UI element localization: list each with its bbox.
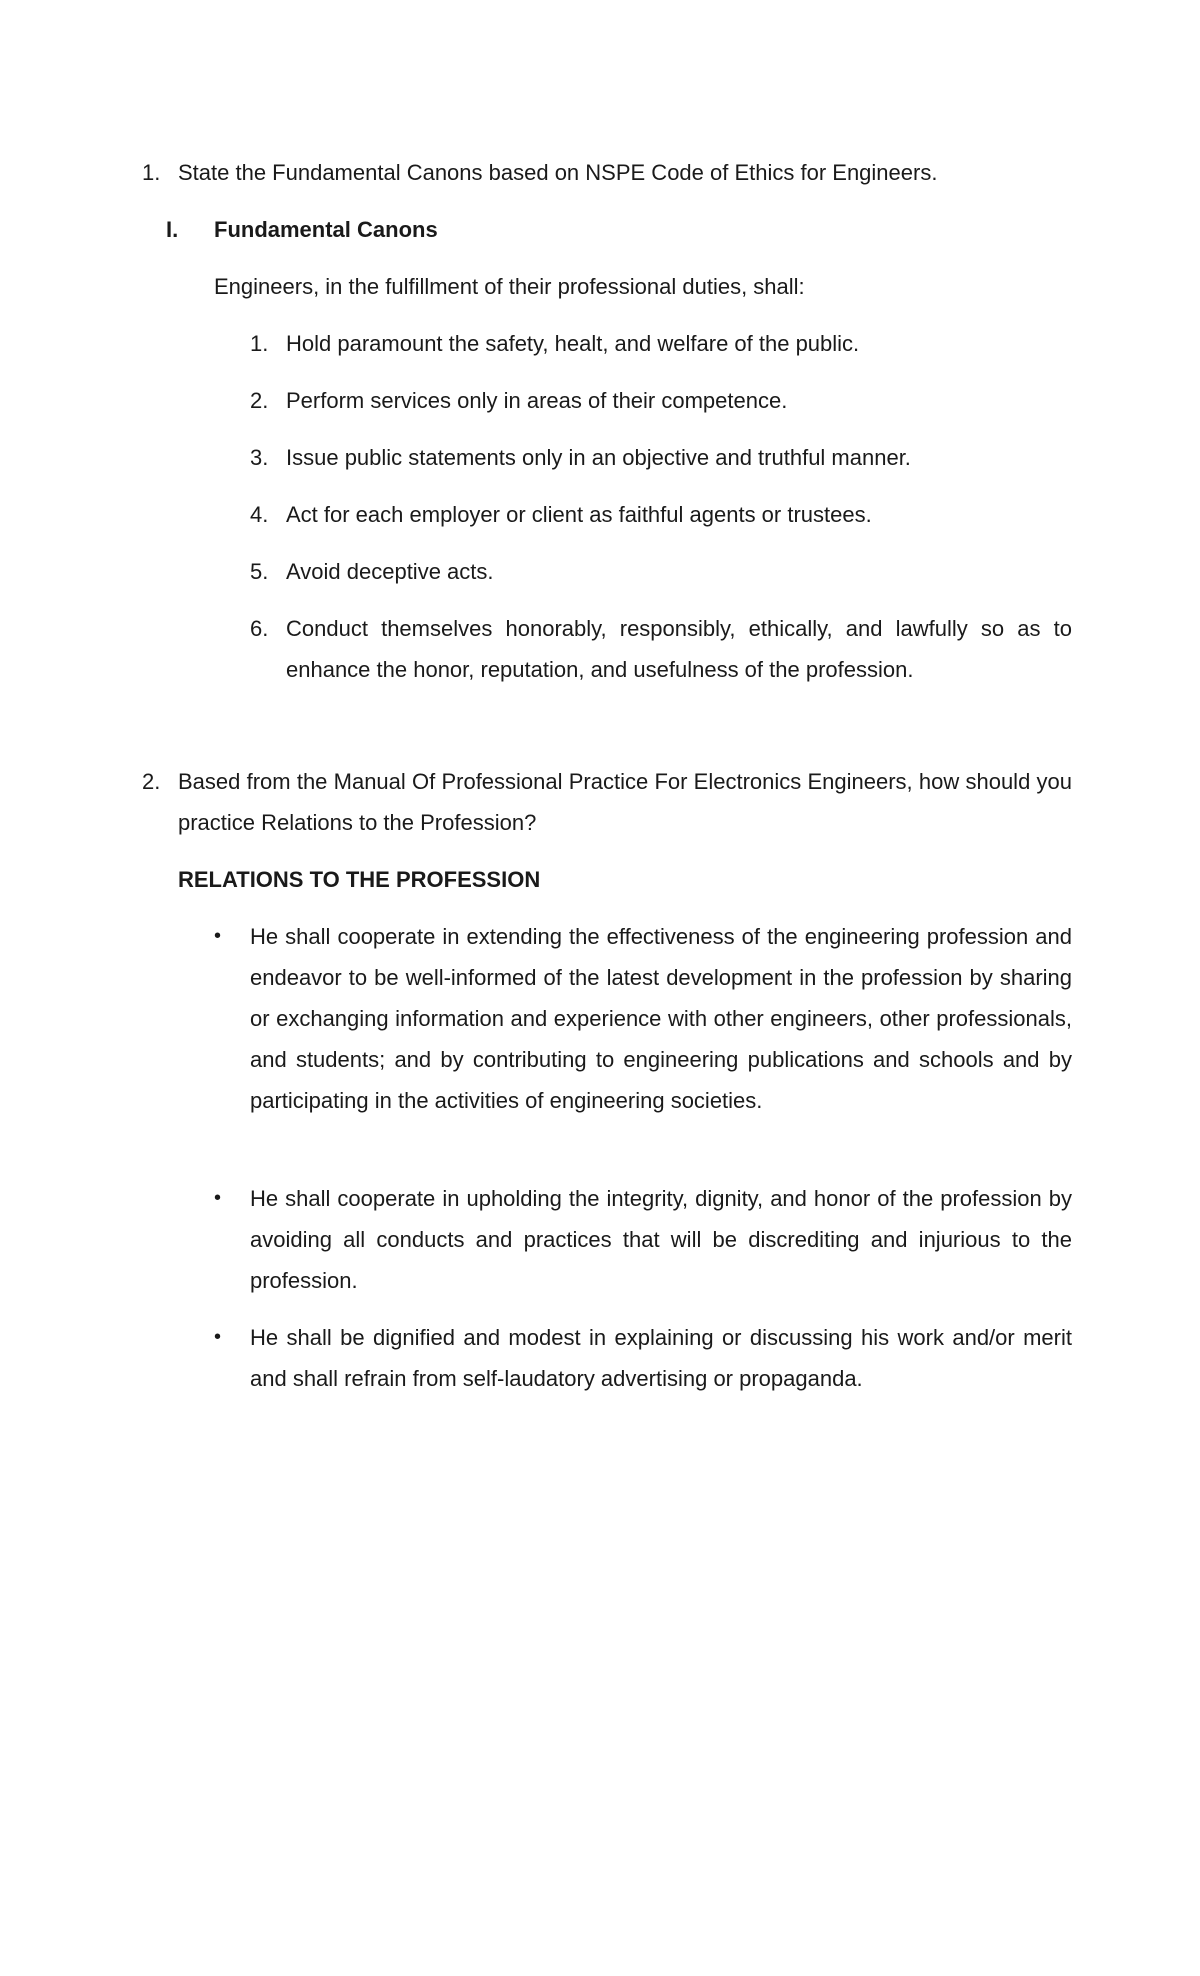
list-item-number: 5. [250, 559, 269, 584]
list-item-text: Act for each employer or client as faithful agents or trustees. [286, 502, 872, 527]
list-item-number: 3. [250, 445, 269, 470]
list-item [250, 494, 1072, 535]
bullet-icon: • [214, 925, 222, 947]
section-title: Fundamental Canons [214, 217, 438, 242]
bullet-icon: • [214, 1187, 222, 1209]
list-item-text: Perform services only in areas of their competence. [286, 388, 788, 413]
list-item-number: 6. [250, 616, 269, 641]
bullet-icon: • [214, 1326, 222, 1348]
bullet-item [214, 1178, 1072, 1301]
list-item-text: Avoid deceptive acts. [286, 559, 494, 584]
bullet-text: He shall be dignified and modest in explaining or discussing his work and/or merit and shall refrain from self-laudatory advertising or propaganda. [250, 1325, 1072, 1391]
list-item [250, 323, 1072, 364]
question-1-number: 1. [142, 160, 161, 185]
relations-heading: RELATIONS TO THE PROFESSION [178, 867, 541, 892]
list-item-text: Issue public statements only in an objective and truthful manner. [286, 445, 911, 470]
question-2-text: Based from the Manual Of Professional Practice For Electronics Engineers, how should you practice Relations to the Profession? [178, 769, 1072, 835]
question-2-number: 2. [142, 769, 161, 794]
bullet-item [214, 916, 1072, 1121]
question-2 [142, 761, 1072, 843]
list-item [250, 380, 1072, 421]
list-item-text: Conduct themselves honorably, responsibly, ethically, and lawfully so as to enhance the honor, reputation, and usefulness of the profession. [286, 616, 1072, 682]
list-item [250, 551, 1072, 592]
list-item [250, 437, 1072, 478]
list-item-number: 2. [250, 388, 269, 413]
list-item-number: 4. [250, 502, 269, 527]
section-numeral: I. [166, 217, 179, 242]
section-intro: Engineers, in the fulfillment of their professional duties, shall: [214, 274, 805, 299]
bullet-item [214, 1317, 1072, 1399]
list-item-text: Hold paramount the safety, healt, and welfare of the public. [286, 331, 860, 356]
bullet-text: He shall cooperate in extending the effectiveness of the engineering profession and endeavor to be well-informed of the latest development in the profession by sharing or exchanging information and experience with other engineers, other professionals, and students; and by contributing to engineering publications and schools and by participating in the activities of engineering societies. [250, 924, 1072, 1113]
list-item [250, 608, 1072, 690]
list-item-number: 1. [250, 331, 269, 356]
bullet-text: He shall cooperate in upholding the integrity, dignity, and honor of the profession by avoiding all conducts and practices that will be discrediting and injurious to the profession. [250, 1186, 1072, 1293]
question-1-text: State the Fundamental Canons based on NSPE Code of Ethics for Engineers. [178, 160, 938, 185]
